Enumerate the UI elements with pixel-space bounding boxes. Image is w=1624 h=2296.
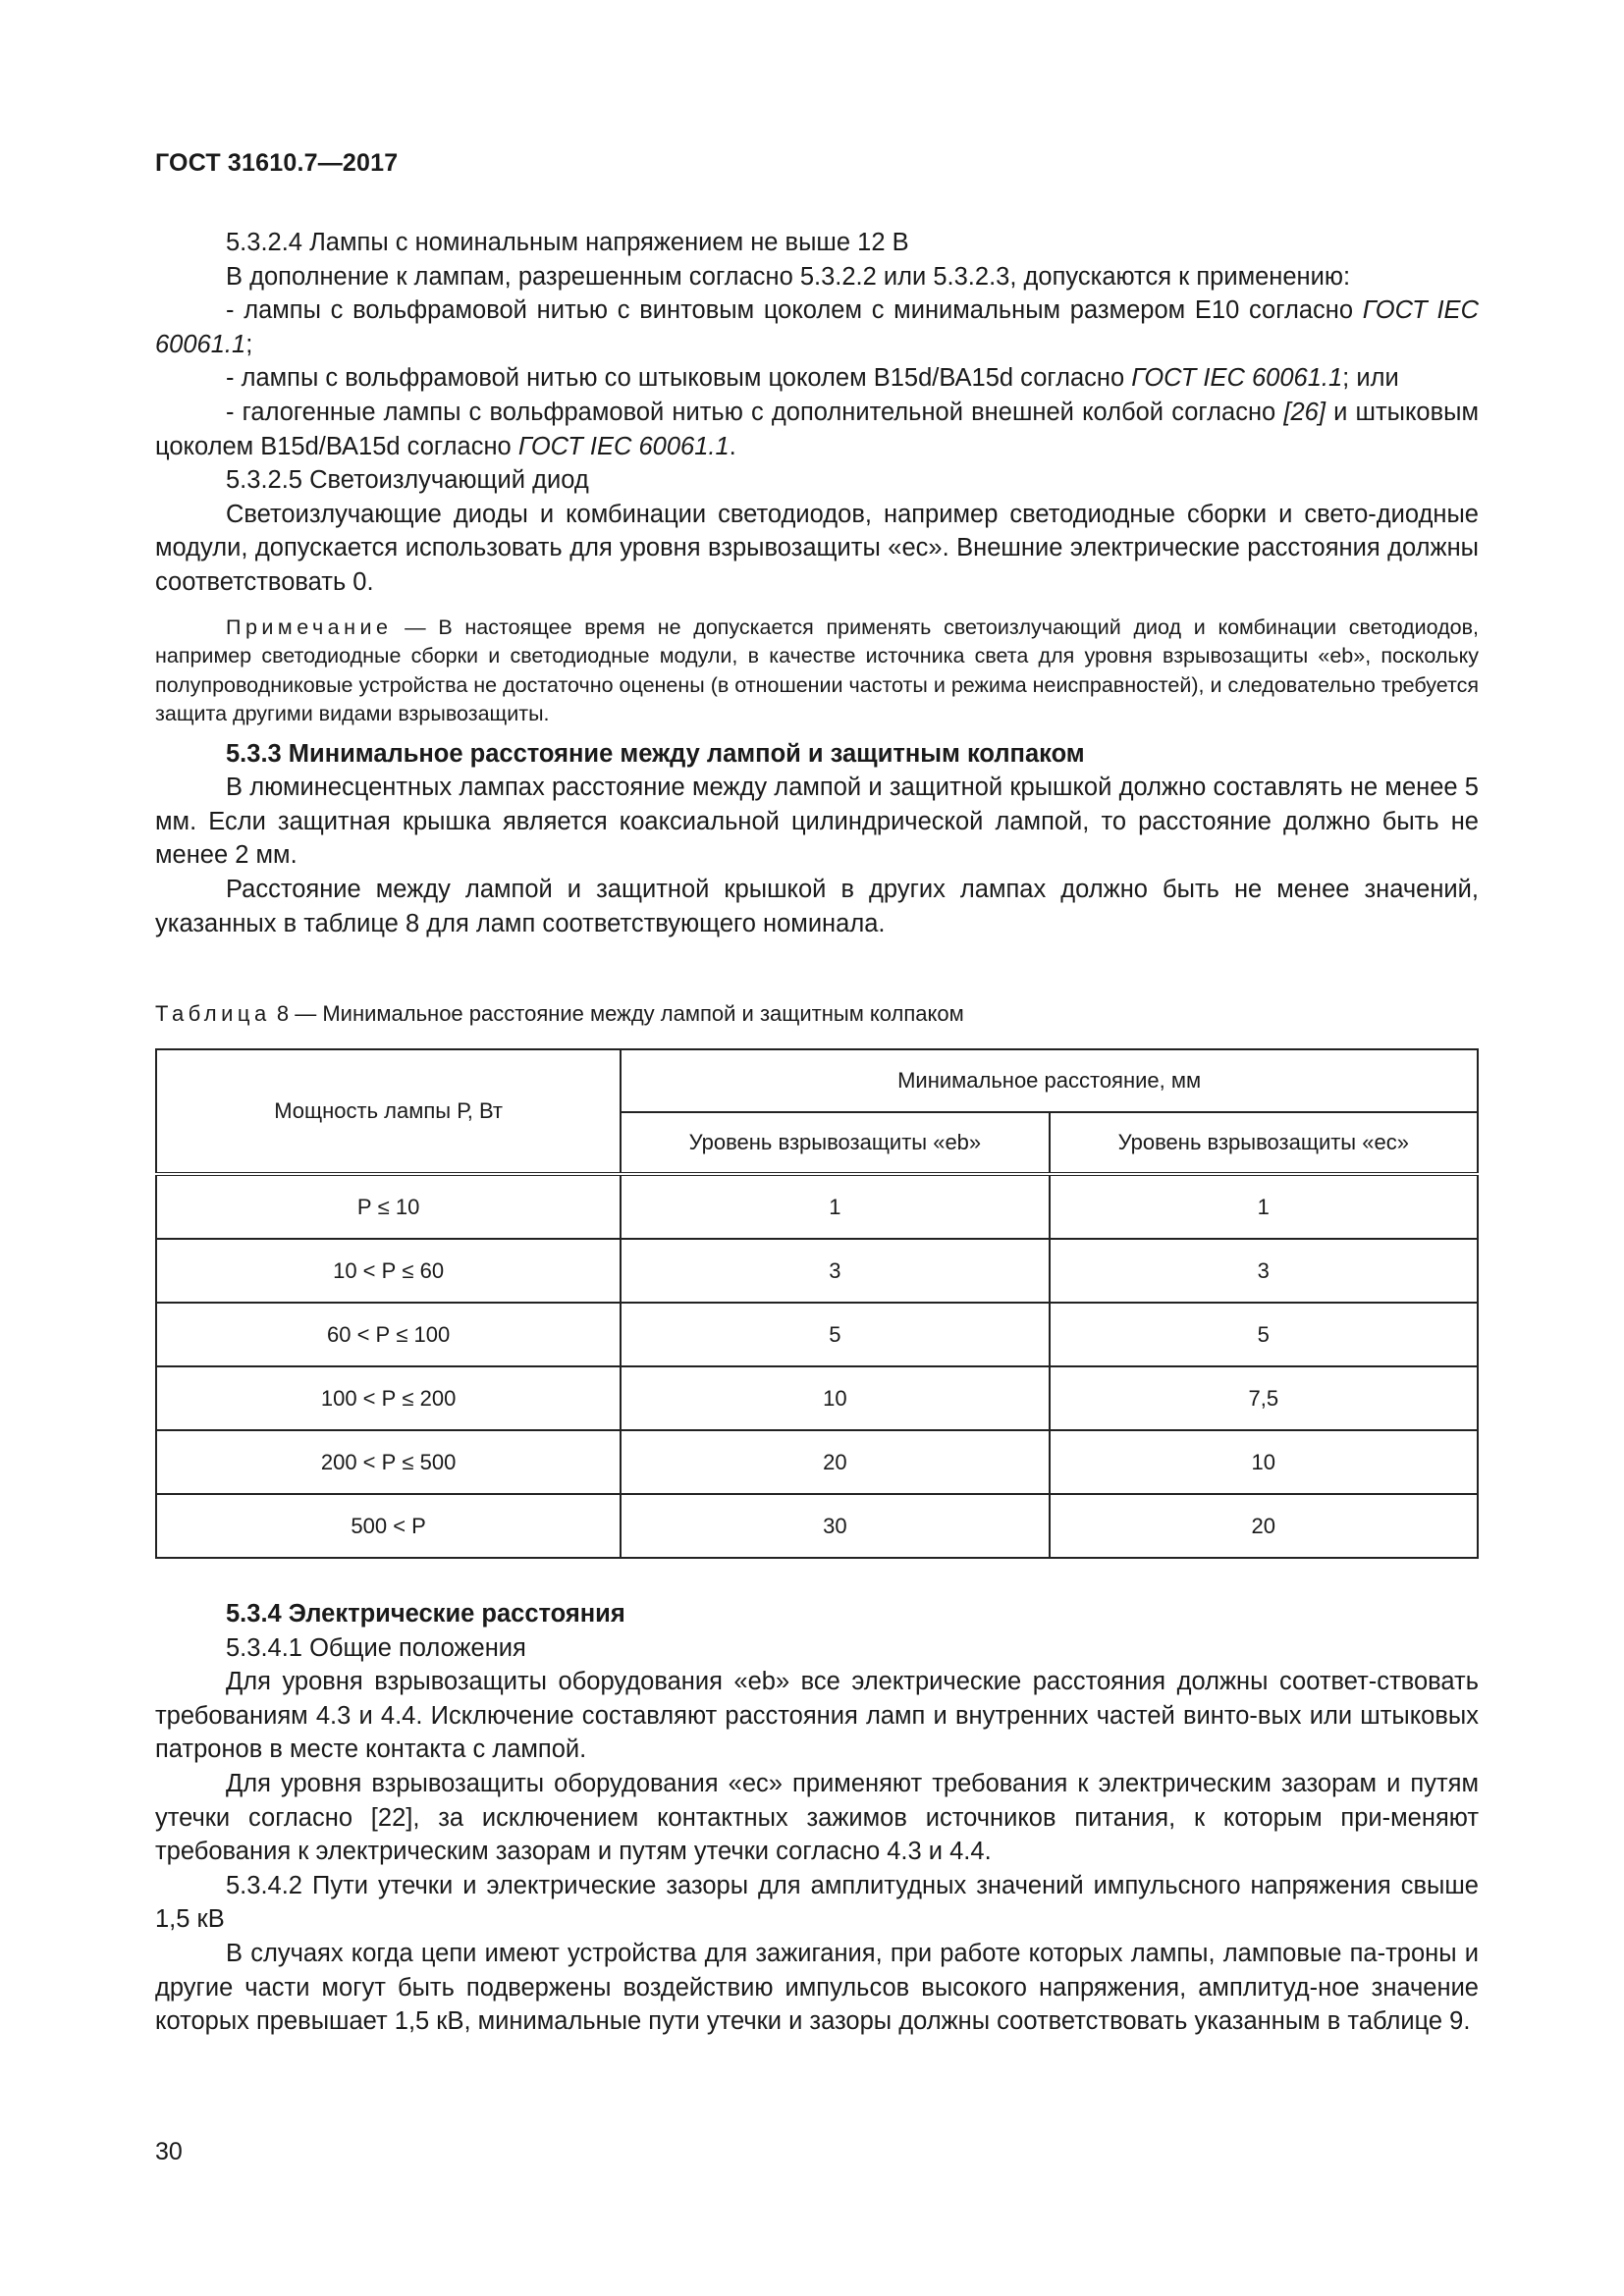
column-header-eb: Уровень взрывозащиты «eb» <box>621 1112 1049 1174</box>
cell-eb: 20 <box>621 1430 1049 1494</box>
cell-eb: 5 <box>621 1303 1049 1366</box>
list-item: - галогенные лампы с вольфрамовой нитью с дополнительной внешней колбой согласно [26] и штыковым цоколем В15d/ВА15d согласно ГОСТ IEC 60061.1. <box>155 398 1479 460</box>
cell-ec: 10 <box>1050 1430 1478 1494</box>
table-row <box>156 1303 1478 1366</box>
cell-power: 500 < Р <box>156 1494 621 1558</box>
list-item: - лампы с вольфрамовой нитью со штыковым цоколем В15d/ВА15d согласно ГОСТ IEC 60061.1; или <box>226 364 1399 393</box>
paragraph: В случаях когда цепи имеют устройства для зажигания, при работе которых лампы, ламповые па-троны и другие части могут быть подвержены воздействию импульсов высокого напряжения, амплитуд-ное значение которых превышает 1,5 кВ, минимальные пути утечки и зазоры должны соответствовать указанным в таблице 9. <box>155 1939 1479 2036</box>
table-caption: Таблица 8 — Минимальное расстояние между лампой и защитным колпаком <box>155 1001 964 1026</box>
cell-ec: 3 <box>1050 1239 1478 1303</box>
cell-power: 60 < Р ≤ 100 <box>156 1303 621 1366</box>
table-row <box>156 1174 1478 1239</box>
paragraph: Расстояние между лампой и защитной крышкой в других лампах должно быть не менее значений, указанных в таблице 8 для ламп соответствующего номинала. <box>155 875 1479 937</box>
cell-power: 10 < Р ≤ 60 <box>156 1239 621 1303</box>
column-header-power: Мощность лампы Р, Вт <box>156 1049 621 1174</box>
note: Примечание — В настоящее время не допускается применять светоизлучающий диод и комбинации светодиодов, например светодиодные сборки и светодиодные модули, в качестве источника света для уровня взрывозащиты «eb», поскольку полупроводниковые устройства не достаточно оценены (в отношении частоты и режима неисправностей), и следовательно требуется защита другими видами взрывозащиты. <box>155 614 1479 726</box>
body-top <box>155 226 1479 940</box>
cell-ec: 20 <box>1050 1494 1478 1558</box>
reference: [26] <box>1283 398 1326 426</box>
cell-ec: 1 <box>1050 1174 1478 1239</box>
cell-eb: 1 <box>621 1174 1049 1239</box>
reference: ГОСТ IEC 60061.1 <box>1131 364 1343 393</box>
paragraph: В люминесцентных лампах расстояние между лампой и защитной крышкой должно составлять не менее 5 мм. Если защитная крышка является коаксиальной цилиндрической лампой, то расстояние должно быть не менее 2 мм. <box>155 774 1479 870</box>
subsection-title-5-3-4-2: 5.3.4.2 Пути утечки и электрические зазоры для амплитудных значений импульсного напряжения свыше 1,5 кВ <box>155 1871 1479 1934</box>
page-number: 30 <box>155 2138 183 2165</box>
cell-eb: 3 <box>621 1239 1049 1303</box>
cell-eb: 30 <box>621 1494 1049 1558</box>
table-row <box>156 1494 1478 1558</box>
cell-ec: 7,5 <box>1050 1366 1478 1430</box>
subsection-title-5-3-2-5: 5.3.2.5 Светоизлучающий диод <box>226 466 589 495</box>
cell-power: 100 < Р ≤ 200 <box>156 1366 621 1430</box>
paragraph: Для уровня взрывозащиты оборудования «ес» применяют требования к электрическим зазорам и путям утечки согласно [22], за исключением контактных зажимов источников питания, к которым при-меняют требования к электрическим зазорам и путям утечки согласно 4.3 и 4.4. <box>155 1769 1479 1866</box>
document-header: ГОСТ 31610.7—2017 <box>155 149 399 177</box>
table-row <box>156 1239 1478 1303</box>
column-header-ec: Уровень взрывозащиты «ес» <box>1050 1112 1478 1174</box>
subsection-title-5-3-2-4: 5.3.2.4 Лампы с номинальным напряжением не выше 12 В <box>226 229 909 256</box>
column-header-group: Минимальное расстояние, мм <box>621 1049 1478 1112</box>
section-heading-5-3-3: 5.3.3 Минимальное расстояние между лампой и защитным колпаком <box>226 739 1085 768</box>
table-row <box>156 1430 1478 1494</box>
list-item: - лампы с вольфрамовой нитью с винтовым цоколем с минимальным размером Е10 согласно ГОСТ IEC 60061.1; <box>155 296 1479 358</box>
body-bottom <box>155 1597 1479 2039</box>
paragraph: В дополнение к лампам, разрешенным согласно 5.3.2.2 или 5.3.2.3, допускаются к применению: <box>226 262 1351 291</box>
table-row <box>156 1366 1478 1430</box>
cell-eb: 10 <box>621 1366 1049 1430</box>
table-8 <box>155 1048 1479 1559</box>
cell-power: 200 < Р ≤ 500 <box>156 1430 621 1494</box>
reference: ГОСТ IEC 60061.1 <box>155 296 1479 358</box>
cell-ec: 5 <box>1050 1303 1478 1366</box>
note-label: Примечание <box>226 614 393 639</box>
paragraph: Светоизлучающие диоды и комбинации светодиодов, например светодиодные сборки и свето-диодные модули, допускается использовать для уровня взрывозащиты «ес». Внешние электрические расстояния должны соответствовать 0. <box>155 500 1479 596</box>
reference: ГОСТ IEC 60061.1 <box>517 432 730 460</box>
paragraph: Для уровня взрывозащиты оборудования «eb» все электрические расстояния должны соответ-ствовать требованиям 4.3 и 4.4. Исключение составляют расстояния ламп и внутренних частей винто-вых или штыковых патронов в месте контакта с лампой. <box>155 1668 1479 1764</box>
subsection-title-5-3-4-1: 5.3.4.1 Общие положения <box>226 1633 526 1662</box>
section-heading-5-3-4: 5.3.4 Электрические расстояния <box>226 1600 625 1628</box>
table-caption-label: Таблица <box>155 1001 271 1026</box>
cell-power: Р ≤ 10 <box>156 1174 621 1239</box>
